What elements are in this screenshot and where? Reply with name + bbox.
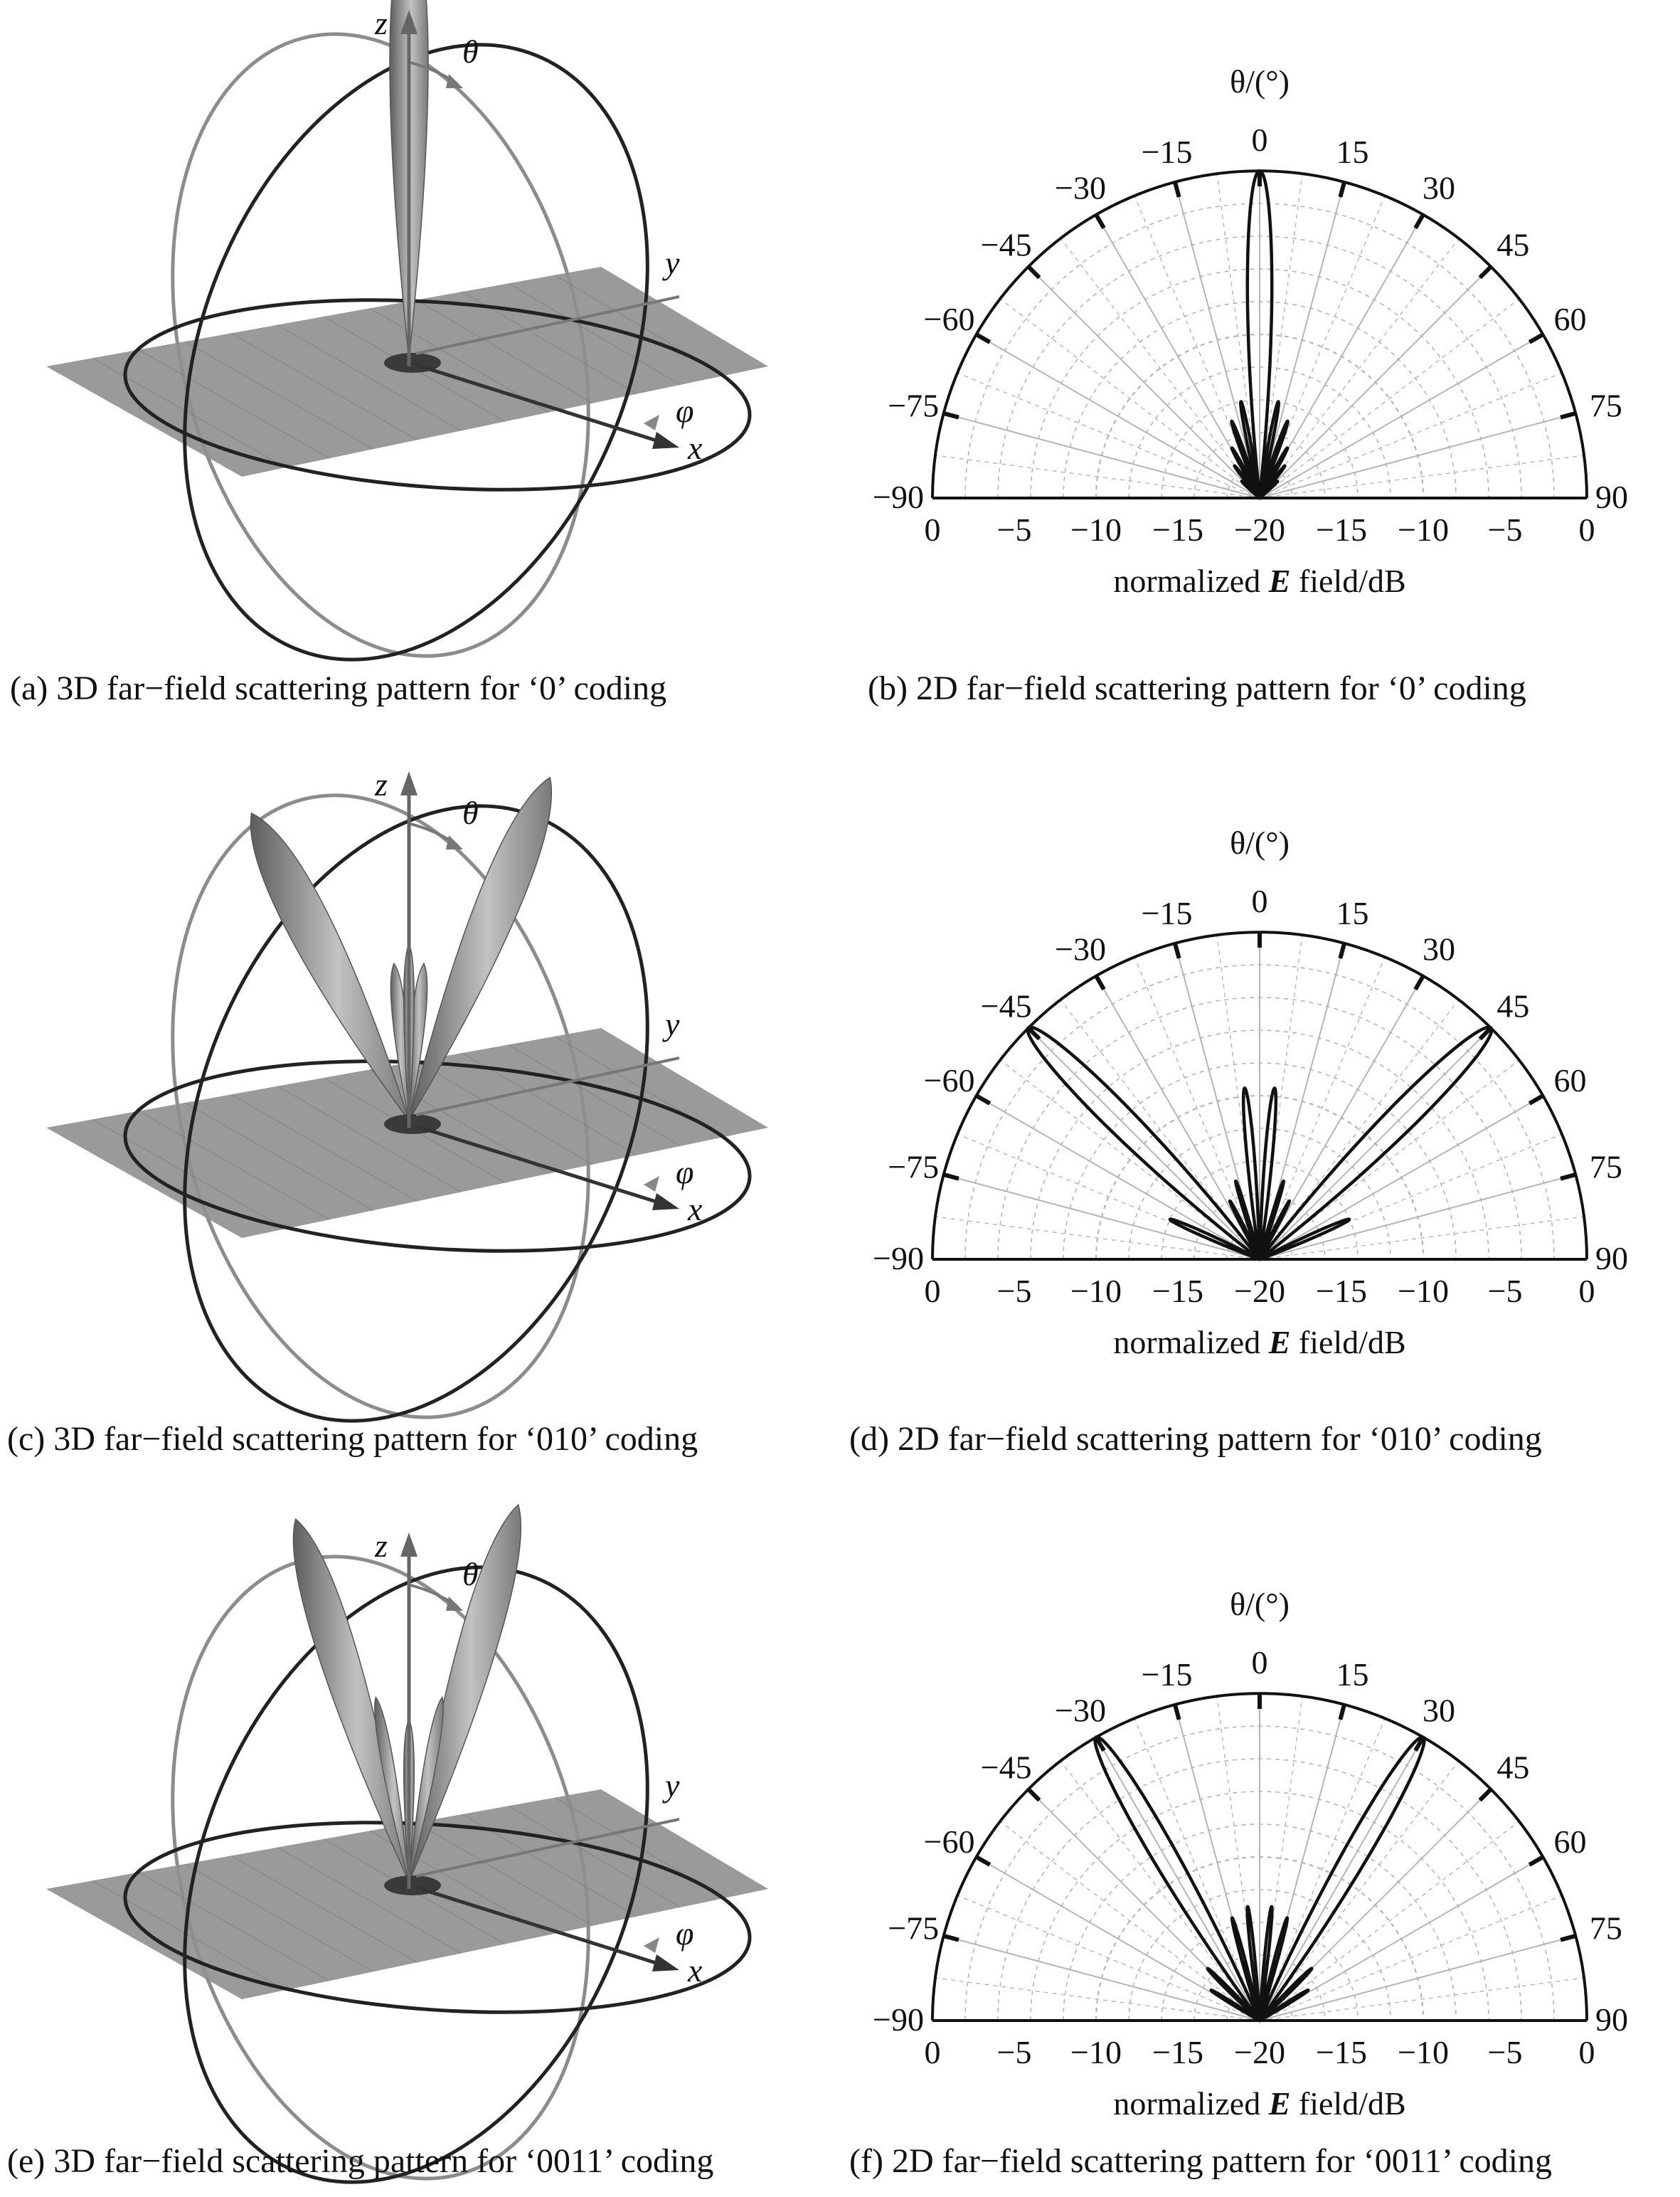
angle-tick	[944, 1175, 959, 1179]
pattern-3d-e	[0, 1523, 839, 2163]
radial-label: −10	[1398, 2034, 1449, 2070]
radial-label: −15	[1316, 1273, 1367, 1309]
grid-spoke	[1134, 1718, 1260, 2021]
x-axis-title	[1113, 1324, 1405, 1360]
angle-tick	[1529, 1096, 1543, 1103]
main-lobe	[250, 813, 409, 1121]
polar-chart-d	[839, 761, 1680, 1402]
angle-label: −75	[888, 387, 940, 424]
phi-label: φ	[676, 1915, 694, 1952]
caption-b: (b) 2D far−field scattering pattern for ‘0’ coding	[868, 669, 1526, 707]
polar-grid	[932, 171, 1587, 498]
pattern-3d-c	[0, 761, 839, 1402]
caption-c: (c) 3D far−field scattering pattern for ‘010’ coding	[7, 1420, 698, 1458]
grid-spoke	[1028, 1028, 1260, 1259]
grid-spoke	[944, 413, 1260, 498]
theta-arc-arrow	[446, 835, 463, 849]
phi-arrow	[644, 1937, 659, 1953]
angle-tick	[1415, 215, 1423, 228]
angle-tick	[1529, 334, 1543, 342]
radial-label: −10	[1070, 1273, 1122, 1309]
radial-label: −5	[996, 1273, 1032, 1309]
angle-label: 15	[1336, 895, 1369, 932]
angle-label: 60	[1553, 1062, 1587, 1098]
x-axis-title-bold: E	[1268, 563, 1291, 599]
grid-spoke	[1260, 1936, 1575, 2021]
angle-tick	[1529, 1857, 1543, 1865]
radial-label: −10	[1398, 512, 1449, 548]
radial-label: −5	[996, 2034, 1032, 2070]
grid-spoke	[1260, 1175, 1575, 1259]
x-axis-title-bold: E	[1268, 1324, 1291, 1360]
angle-tick	[977, 1096, 990, 1103]
angle-tick	[1561, 1936, 1575, 1940]
angle-label: −75	[888, 1148, 940, 1185]
angle-tick	[1028, 1789, 1040, 1801]
angle-tick	[1340, 1705, 1344, 1720]
angle-label: −45	[980, 988, 1032, 1025]
angle-label: 60	[1553, 1823, 1587, 1860]
x-label: x	[688, 1952, 703, 1989]
angle-tick	[944, 1936, 959, 1940]
grid-spoke	[1028, 267, 1260, 498]
x-axis-arrow	[652, 432, 679, 449]
angle-tick	[1175, 943, 1179, 958]
angle-label: −30	[1055, 169, 1106, 206]
angle-label: 30	[1423, 1692, 1455, 1729]
polar-grid	[932, 932, 1587, 1259]
angle-label: −30	[1055, 931, 1106, 968]
radial-label: −15	[1152, 1273, 1203, 1309]
radial-label: −20	[1234, 2034, 1285, 2070]
caption-e: (e) 3D far−field scattering pattern for ‘0011’ coding	[7, 2142, 714, 2180]
polar-grid	[932, 1693, 1587, 2021]
x-axis-title-prefix: normalized	[1113, 563, 1269, 599]
grid-spoke	[1260, 413, 1575, 498]
grid-spoke	[935, 455, 1260, 498]
radial-label: 0	[1578, 512, 1595, 548]
theta-axis-title: θ/(°)	[1230, 825, 1290, 861]
grid-spoke	[1260, 957, 1385, 1259]
polar-chart-b	[839, 0, 1680, 640]
theta-arc-arrow	[446, 74, 463, 88]
radial-label: 0	[924, 512, 941, 548]
grid-spoke	[935, 1217, 1260, 1259]
angle-tick	[1175, 1705, 1179, 1720]
x-axis-arrow	[652, 1954, 679, 1971]
radial-label: 0	[1578, 1273, 1595, 1309]
panel-2d-f	[839, 1523, 1680, 2163]
x-axis-title-suffix: field/dB	[1290, 1324, 1406, 1360]
angle-tick	[1480, 1789, 1492, 1801]
grid-spoke	[1260, 299, 1519, 498]
x-axis-title-prefix: normalized	[1113, 2085, 1269, 2122]
angle-label: 75	[1589, 387, 1622, 424]
theta-axis-title: θ/(°)	[1230, 63, 1290, 100]
angle-label: −90	[873, 479, 924, 515]
x-axis-title-suffix: field/dB	[1290, 563, 1406, 599]
angle-tick	[1480, 267, 1492, 278]
angle-label: −75	[888, 1910, 940, 1947]
radial-label: −10	[1398, 1273, 1449, 1309]
angle-tick	[1415, 976, 1423, 990]
radial-label: 0	[924, 2034, 941, 2070]
radial-label: −10	[1070, 2034, 1122, 2070]
angle-label: −60	[923, 1062, 975, 1098]
y-label: y	[665, 245, 680, 281]
angle-label: 0	[1251, 122, 1268, 158]
theta-arc-arrow	[446, 1597, 463, 1611]
radial-label: 0	[924, 1273, 941, 1309]
radial-label: −5	[1487, 512, 1523, 548]
grid-spoke	[1096, 1737, 1260, 2021]
grid-spoke	[1260, 1217, 1584, 1259]
x-axis-title-prefix: normalized	[1113, 1324, 1269, 1360]
grid-spoke	[1260, 334, 1543, 498]
angle-tick	[1561, 1175, 1575, 1179]
z-label: z	[375, 766, 388, 803]
panel-2d-d	[839, 761, 1680, 1402]
grid-spoke	[1260, 238, 1459, 498]
angle-label: 15	[1336, 1656, 1369, 1693]
phi-label: φ	[676, 1154, 694, 1190]
grid-spoke	[1260, 1028, 1491, 1259]
angle-label: −15	[1141, 1656, 1193, 1693]
angle-tick	[1096, 976, 1104, 990]
angle-tick	[1340, 182, 1344, 197]
z-axis-arrow	[400, 771, 418, 795]
caption-d: (d) 2D far−field scattering pattern for ‘010’ coding	[849, 1420, 1542, 1458]
x-axis-title	[1113, 2085, 1405, 2122]
angle-tick	[1175, 182, 1179, 197]
grid-spoke	[935, 1978, 1260, 2021]
y-label: y	[665, 1767, 680, 1804]
angle-tick	[977, 334, 990, 342]
angle-label: 0	[1251, 883, 1268, 919]
radial-label: −5	[1487, 1273, 1523, 1309]
x-label: x	[688, 430, 703, 466]
panel-3d-e	[0, 1523, 839, 2163]
grid-spoke	[1260, 1978, 1584, 2021]
angle-label: −30	[1055, 1692, 1106, 1729]
angle-label: −90	[873, 1240, 924, 1276]
pattern-3d-a	[0, 0, 839, 640]
angle-label: −45	[980, 1749, 1032, 1786]
grid-spoke	[1000, 1821, 1260, 2021]
radial-label: −15	[1152, 512, 1203, 548]
angle-label: −15	[1141, 134, 1193, 171]
angle-label: 30	[1423, 169, 1455, 206]
radial-label: −5	[1487, 2034, 1523, 2070]
panel-3d-a	[0, 0, 839, 640]
angle-label: −90	[873, 2001, 924, 2038]
radial-label: −15	[1316, 512, 1367, 548]
angle-label: 90	[1595, 1240, 1628, 1276]
angle-label: −60	[923, 301, 975, 337]
radial-label: −5	[996, 512, 1032, 548]
angle-tick	[1096, 215, 1104, 228]
angle-label: 45	[1496, 226, 1530, 263]
grid-spoke	[944, 1936, 1260, 2021]
theta-label: θ	[462, 33, 479, 70]
x-axis-title	[1113, 563, 1405, 599]
grid-spoke	[1260, 1718, 1385, 2021]
grid-spoke	[977, 334, 1260, 498]
angle-label: 60	[1553, 301, 1587, 337]
radial-label: −10	[1070, 512, 1122, 548]
angle-label: −60	[923, 1823, 975, 1860]
y-label: y	[665, 1006, 680, 1042]
grid-spoke	[1260, 1821, 1519, 2021]
angle-label: 15	[1336, 134, 1369, 171]
grid-spoke	[1060, 1761, 1260, 2021]
angle-label: 90	[1595, 2001, 1628, 2038]
grid-spoke	[957, 373, 1260, 498]
polar-chart-f	[839, 1523, 1680, 2163]
angle-label: −45	[980, 226, 1032, 263]
radial-label: −15	[1152, 2034, 1203, 2070]
angle-tick	[977, 1857, 990, 1865]
angle-label: −15	[1141, 895, 1193, 932]
panel-2d-b	[839, 0, 1680, 640]
x-axis-title-suffix: field/dB	[1290, 2085, 1406, 2122]
caption-f: (f) 2D far−field scattering pattern for ‘0011’ coding	[849, 2142, 1553, 2180]
theta-axis-title: θ/(°)	[1230, 1586, 1290, 1622]
angle-label: 75	[1589, 1148, 1622, 1185]
radial-label: −20	[1234, 512, 1285, 548]
phi-arrow	[644, 1176, 659, 1192]
radial-label: −15	[1316, 2034, 1367, 2070]
grid-spoke	[1134, 957, 1260, 1259]
panel-3d-c	[0, 761, 839, 1402]
z-label: z	[375, 5, 388, 41]
angle-tick	[1340, 943, 1344, 958]
angle-label: 45	[1496, 1749, 1530, 1786]
angle-tick	[944, 413, 959, 418]
grid-spoke	[1060, 238, 1260, 498]
x-label: x	[688, 1191, 703, 1227]
z-axis-arrow	[400, 1532, 418, 1557]
grid-spoke	[1260, 1737, 1423, 2021]
angle-label: 30	[1423, 931, 1455, 968]
grid-spoke	[1260, 1761, 1459, 2021]
x-axis-arrow	[652, 1193, 679, 1210]
angle-label: 0	[1251, 1644, 1268, 1680]
grid-spoke	[1260, 1096, 1543, 1259]
radial-label: −20	[1234, 1273, 1285, 1309]
z-label: z	[375, 1528, 388, 1564]
angle-tick	[1028, 267, 1040, 278]
theta-label: θ	[462, 1556, 479, 1592]
grid-spoke	[1260, 267, 1491, 498]
phi-label: φ	[676, 393, 694, 429]
angle-label: 75	[1589, 1910, 1622, 1947]
angle-tick	[1561, 413, 1575, 418]
main-lobe	[294, 1519, 409, 1882]
grid-spoke	[1260, 455, 1584, 498]
grid-spoke	[1260, 373, 1562, 498]
grid-spoke	[977, 1096, 1260, 1259]
grid-spoke	[944, 1175, 1260, 1259]
angle-label: 90	[1595, 479, 1628, 515]
radial-label: 0	[1578, 2034, 1595, 2070]
grid-spoke	[1000, 299, 1260, 498]
phi-arrow	[644, 415, 659, 430]
caption-a: (a) 3D far−field scattering pattern for ‘0’ coding	[10, 669, 667, 707]
theta-label: θ	[462, 795, 479, 831]
angle-label: 45	[1496, 988, 1530, 1025]
x-axis-title-bold: E	[1268, 2085, 1291, 2122]
